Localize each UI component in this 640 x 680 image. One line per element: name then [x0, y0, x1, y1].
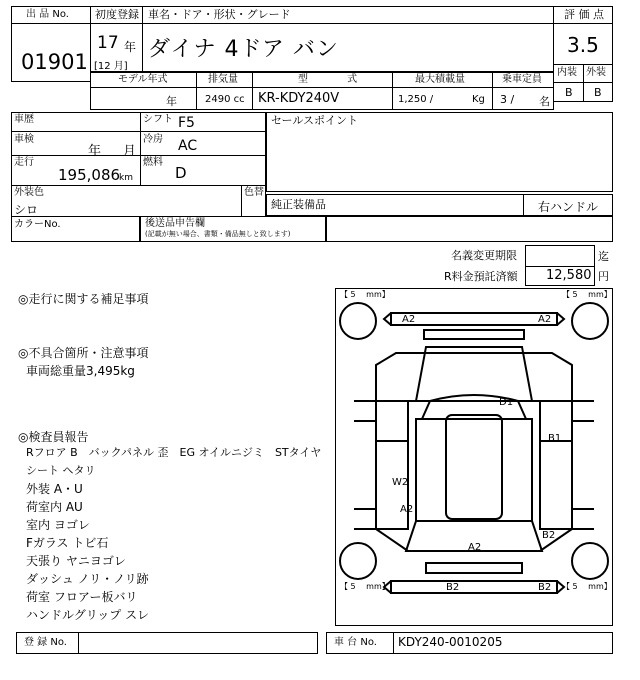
mark-left-side-a: A2 [400, 504, 414, 515]
mileage-label: 走行 [14, 157, 34, 168]
driving-title: ◎走行に関する補足事項 [18, 292, 149, 306]
chassis-number: KDY240-0010205 [398, 635, 503, 649]
inspector-line: ダッシュ ノリ・ノリ跡 [26, 572, 149, 586]
inspector-line: Fガラス トビ石 [26, 536, 109, 550]
ac: AC [178, 138, 198, 154]
mark-bumper-left: B2 [446, 582, 460, 593]
inspection-year-unit: 年 [88, 144, 102, 159]
color-no-label: カラーNo. [14, 219, 61, 230]
model-label: 型 式 [298, 74, 376, 85]
inspector-line: Rフロア B バックパネル 歪 EG オイルニジミ STタイヤ [26, 446, 322, 459]
mileage-unit: km [119, 173, 133, 183]
notes-section [18, 290, 318, 308]
model-year-label: モデル年式 [118, 74, 168, 85]
capacity-unit: 名 [539, 95, 550, 108]
first-reg-label: 初度登録 [95, 8, 139, 21]
inspector-line: ハンドルグリップ スレ [26, 608, 150, 622]
mark-front-left: A2 [402, 314, 416, 325]
mark-windshield: D1 [499, 397, 514, 408]
tire-depth-bl: 【 5 mm】 [340, 582, 390, 591]
capacity-label: 乗車定員 [502, 74, 542, 85]
roof-panel [446, 415, 502, 519]
recycle-unit: 円 [598, 270, 609, 283]
history-label: 車歴 [14, 114, 34, 125]
car-name: ダイナ 4ドア バン [148, 37, 339, 62]
inspector-title: ◎検査員報告 [18, 430, 89, 444]
tire-depth-tl: 【 5 mm】 [340, 290, 390, 299]
inspector-line: 荷室内 AU [26, 500, 83, 514]
postsale-extra-box [326, 216, 613, 242]
lot-number: 01901 [21, 50, 88, 74]
displacement-label: 排気量 [208, 74, 238, 85]
mark-left-side-w: W2 [392, 477, 409, 488]
first-reg-year: 17 [97, 33, 119, 53]
vehicle-diagram-svg [336, 289, 612, 625]
inspector-line: 荷室 フロアー板バリ [26, 590, 138, 604]
inspector-line: 室内 ヨゴレ [26, 518, 90, 532]
tire-front-right [572, 303, 608, 339]
defect-line: 車両総重量3,495kg [26, 364, 135, 378]
max-load: 1,250 / [398, 94, 434, 105]
model-year-unit: 年 [166, 95, 177, 108]
score-label: 評 価 点 [564, 8, 604, 21]
recycle-amount: 12,580 [546, 268, 592, 283]
tire-rear-left [340, 543, 376, 579]
defects-section [18, 344, 318, 380]
exterior-label: 外装 [586, 67, 606, 78]
mark-front-right: A2 [538, 314, 552, 325]
left-side [354, 401, 376, 529]
max-load-label: 最大積載量 [415, 74, 465, 85]
year-unit: 年 [124, 40, 137, 54]
max-load-unit: Kg [472, 94, 485, 105]
exterior-color-label: 外装色 [14, 187, 44, 198]
mileage: 195,086 [58, 166, 121, 184]
name-change-box [525, 245, 595, 267]
sales-point-label: セールスポイント [271, 114, 359, 127]
postsale-label: 後送品申告欄 [145, 218, 205, 229]
details-box [11, 112, 266, 186]
capacity: 3 / [500, 93, 515, 106]
mark-right-side: B1 [548, 433, 562, 444]
inspection-label: 車検 [14, 134, 34, 145]
cab-outline [376, 353, 572, 401]
right-side [572, 401, 594, 529]
inspection-month-unit: 月 [123, 144, 137, 159]
name-change-unit: 迄 [598, 250, 609, 263]
inspector-line: 外装 A・U [26, 482, 83, 496]
front-grille [424, 330, 524, 339]
registration-label: 登 録 No. [24, 637, 67, 648]
tire-front-left [340, 303, 376, 339]
fuel-label: 燃料 [143, 157, 163, 168]
tire-depth-br: 【 5 mm】 [562, 582, 612, 591]
color-box [11, 185, 266, 217]
steering: 右ハンドル [538, 200, 599, 214]
tire-depth-tr: 【 5 mm】 [562, 290, 612, 299]
shift-label: シフト [143, 114, 173, 125]
rear-bumper [384, 581, 564, 593]
shift: F5 [178, 115, 195, 131]
displacement: 2490 cc [205, 94, 245, 105]
exterior-grade: B [594, 86, 602, 99]
rear-lamp-bar [426, 563, 522, 573]
score: 3.5 [567, 33, 599, 57]
name-change-label: 名義変更期限 [451, 249, 517, 262]
roof [416, 419, 532, 521]
model: KR-KDY240V [258, 91, 340, 106]
exterior-color: シロ [14, 203, 39, 217]
inspector-line: シート ヘタリ [26, 464, 96, 477]
interior-grade: B [565, 86, 573, 99]
mark-rear-right: B2 [542, 530, 556, 541]
mark-bumper-right: B2 [538, 582, 552, 593]
car-name-label: 車名・ドア・形状・グレード [148, 8, 291, 21]
mark-rear-center: A2 [468, 542, 482, 553]
recycle-label: R料金預託済額 [444, 270, 518, 283]
inspector-section [18, 430, 328, 624]
lot-label: 出 品 No. [26, 9, 69, 20]
cab-front [416, 347, 532, 401]
first-reg-month: [12 月] [94, 61, 128, 72]
color-change-label: 色替 [244, 187, 264, 198]
defects-title: ◎不具合箇所・注意事項 [18, 346, 149, 360]
chassis-label: 車 台 No. [334, 637, 377, 648]
right-door [540, 401, 572, 529]
genuine-equipment-label: 純正装備品 [271, 198, 326, 211]
vehicle-diagram [335, 288, 613, 626]
interior-label: 内装 [557, 67, 577, 78]
inspector-line: 天張り ヤニヨゴレ [26, 554, 126, 568]
ac-label: 冷房 [143, 134, 163, 145]
tire-rear-right [572, 543, 608, 579]
postsale-note: (記載が無い場合、書類・備品無しと致します) [145, 230, 291, 238]
fuel: D [175, 164, 187, 182]
